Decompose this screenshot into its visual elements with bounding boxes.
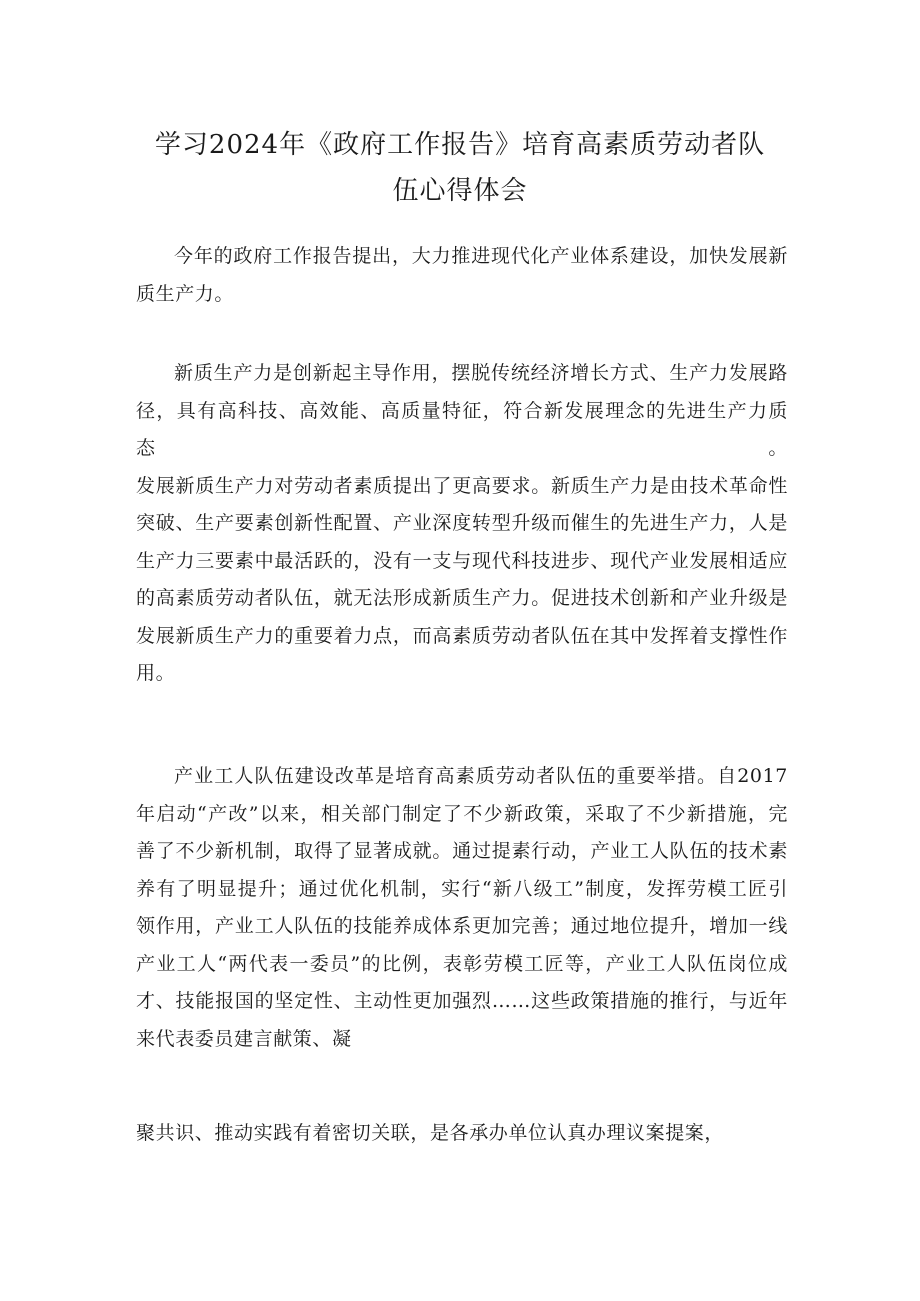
paragraph-3 [136,758,788,1058]
paragraph-line: 才、技能报国的坚定性、主动性更加强烈……这些政策措施的推行，与近年 [136,990,788,1012]
paragraph-line: 突破、生产要素创新性配置、产业深度转型升级而催生的先进生产力，人是 [136,512,788,534]
paragraph-line: 领作用，产业工人队伍的技能养成体系更加完善；通过地位提升，增加一线 [136,915,788,937]
paragraph-line: 聚共识、推动实践有着密切关联，是各承办单位认真办理议案提案， [136,1122,725,1144]
title-line-1: 学习2024年《政府工作报告》培育高素质劳动者队 [154,130,766,160]
title-line-2: 伍心得体会 [392,176,528,206]
paragraph-line: 今年的政府工作报告提出，大力推进现代化产业体系建设，加快发展新 [174,245,788,267]
paragraph-1 [136,238,788,313]
paragraph-line: 养有了明显提升；通过优化机制，实行“新八级工”制度，发挥劳模工匠引 [136,877,788,900]
paragraph-line: 径，具有高科技、高效能、高质量特征，符合新发展理念的先进生产力质态。 [136,399,788,459]
paragraph-line: 新质生产力是创新起主导作用，摆脱传统经济增长方式、生产力发展路 [174,362,788,384]
paragraph-line: 用。 [136,662,176,684]
paragraph-4 [136,1115,788,1153]
paragraph-line: 发展新质生产力对劳动者素质提出了更高要求。新质生产力是由技术革命性 [136,474,788,497]
paragraph-line: 的高素质劳动者队伍，就无法形成新质生产力。促进技术创新和产业升级是 [136,587,788,609]
paragraph-line: 善了不少新机制，取得了显著成就。通过提素行动，产业工人队伍的技术素 [136,840,788,862]
paragraph-line: 发展新质生产力的重要着力点，而高素质劳动者队伍在其中发挥着支撑性作 [136,624,788,647]
paragraph-2 [136,355,788,693]
paragraph-line: 产业工人队伍建设改革是培育高素质劳动者队伍的重要举措。自2017 [174,765,788,787]
paragraph-line: 年启动“产改”以来，相关部门制定了不少新政策，采取了不少新措施，完 [136,802,788,825]
paragraph-line: 来代表委员建言献策、凝 [136,1027,352,1050]
document-title [120,122,800,214]
paragraph-line: 质生产力。 [136,282,235,305]
paragraph-line: 生产力三要素中最活跃的，没有一支与现代科技进步、现代产业发展相适应 [136,549,788,572]
paragraph-line: 产业工人“两代表一委员”的比例，表彰劳模工匠等，产业工人队伍岗位成 [136,952,788,975]
